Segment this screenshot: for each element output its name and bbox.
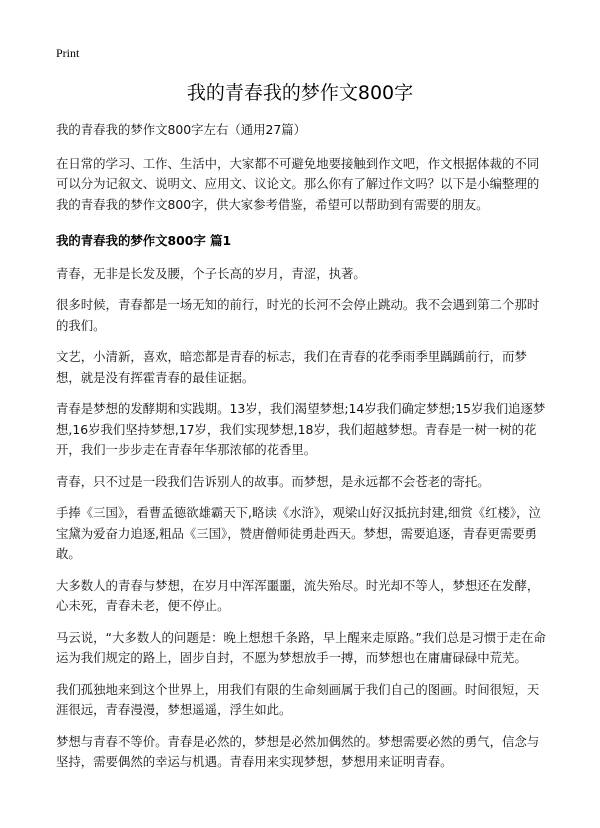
article-body xyxy=(56,120,550,784)
paragraph: 手捧《三国》，看曹孟德欲雄霸天下,略读《水浒》，观梁山好汉抵抗封建,细赏《红楼》，泣宝黛为爱奋力追逐,粗品《三国》，赞唐僧师徒勇赴西天。梦想，需要追逐，青春更需要勇敢。 xyxy=(56,505,541,561)
intro-paragraph: 在日常的学习、工作、生活中，大家都不可避免地要接触到作文吧，作文根据体裁的不同可以分为记叙文、说明文、应用文、议论文。那么你有了解过作文吗？以下是小编整理的我的青春我的梦作文800字，供大家参考借鉴，希望可以帮助到有需要的朋友。 xyxy=(56,155,540,212)
section-heading: 我的青春我的梦作文800字 篇1 xyxy=(56,233,232,248)
paragraph: 青春，无非是长发及腰，个子长高的岁月，青涩，执著。 xyxy=(56,265,366,281)
article-subtitle: 我的青春我的梦作文800字左右（通用27篇） xyxy=(56,122,307,137)
page-title: 我的青春我的梦作文800字 xyxy=(186,82,414,104)
paragraph: 大多数人的青春与梦想，在岁月中浑浑噩噩，流失殆尽。时光却不等人，梦想还在发酵，心未死，青春未老，便不停止。 xyxy=(56,577,540,613)
paragraph: 马云说，“大多数人的问题是：晚上想想千条路，早上醒来走原路。”我们总是习惯于走在命运为我们规定的路上，固步自封，不愿为梦想放手一搏，而梦想也在庸庸碌碌中荒芜。 xyxy=(56,629,546,665)
paragraph: 文艺，小清新，喜欢，暗恋都是青春的标志，我们在青春的花季雨季里踽踽前行，而梦想，就是没有挥霍青春的最佳证据。 xyxy=(56,349,527,385)
paragraph: 我们孤独地来到这个世界上，用我们有限的生命刻画属于我们自己的图画。时间很短，天涯很远，青春漫漫，梦想遥遥，浮生如此。 xyxy=(56,681,540,717)
paragraph: 很多时候，青春都是一场无知的前行，时光的长河不会停止跳动。我不会遇到第二个那时的我们。 xyxy=(56,297,540,333)
print-link[interactable]: Print xyxy=(56,46,80,60)
paragraph: 青春是梦想的发酵期和实践期。13岁，我们渴望梦想;14岁我们确定梦想;15岁我们追逐梦想,16岁我们坚持梦想,17岁，我们实现梦想,18岁，我们超越梦想。青春是一树一树的花开，我们一步步走在青春年华那浓郁的花香里。 xyxy=(56,401,546,457)
paragraph: 梦想与青春不等价。青春是必然的，梦想是必然加偶然的。梦想需要必然的勇气，信念与坚持，需要偶然的幸运与机遇。青春用来实现梦想，梦想用来证明青春。 xyxy=(56,733,540,769)
paragraph: 青春，只不过是一段我们告诉别人的故事。而梦想，是永远都不会苍老的寄托。 xyxy=(56,473,490,489)
